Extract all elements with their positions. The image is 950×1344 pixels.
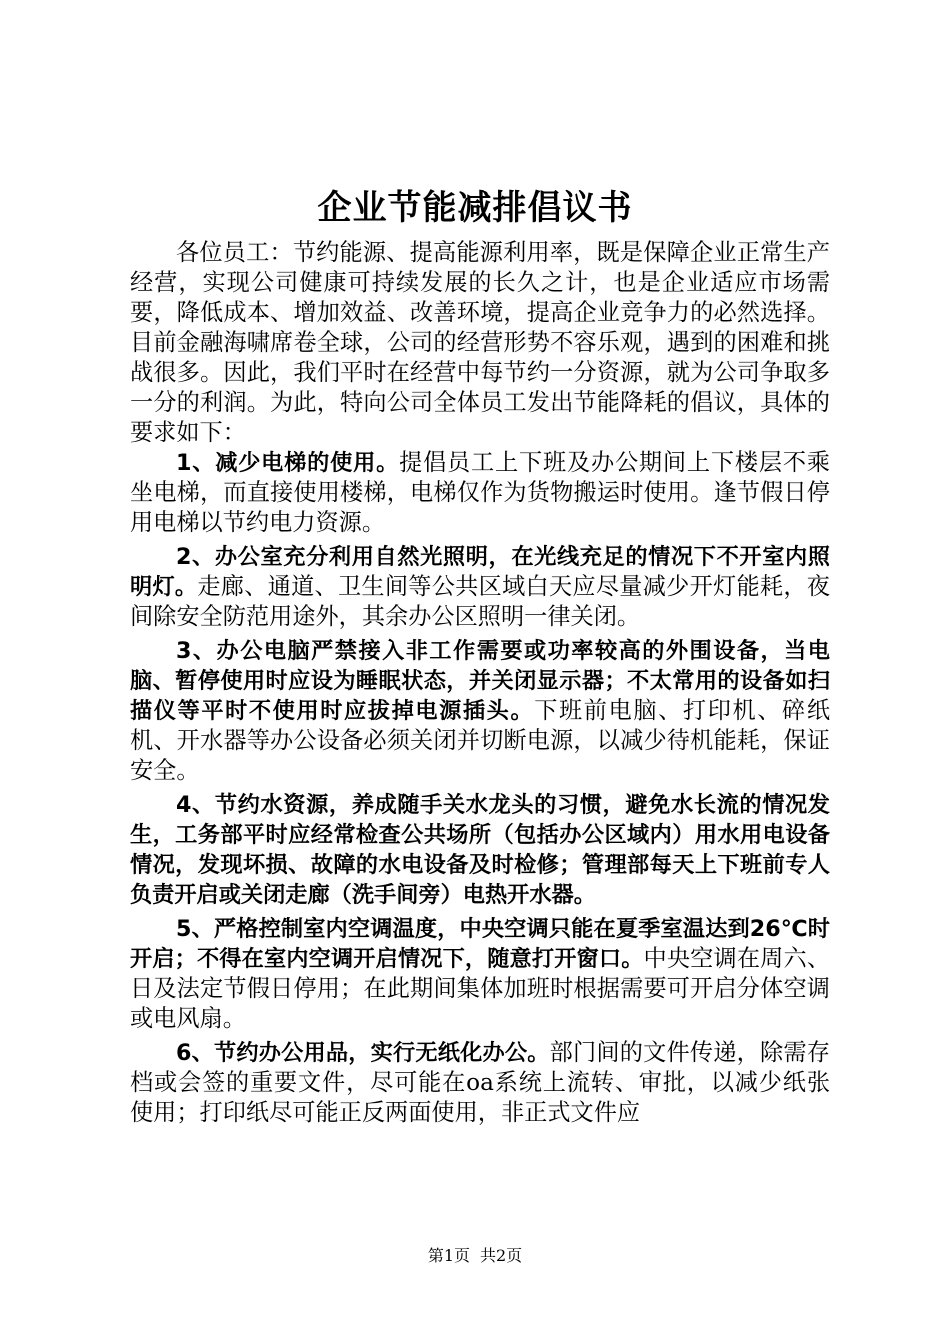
item-paragraph-3 <box>130 636 830 786</box>
item-paragraph-5 <box>130 914 830 1034</box>
document-title: 企业节能减排倡议书 <box>317 188 633 228</box>
item-6-heading: 6、节约办公用品，实行无纸化办公。 <box>176 1040 550 1066</box>
item-paragraph-2 <box>130 542 830 632</box>
page-footer <box>0 1246 950 1266</box>
item-paragraph-6 <box>130 1038 830 1128</box>
page-total: 共2页 <box>480 1246 523 1265</box>
page-number: 第1页 <box>427 1246 470 1265</box>
item-1-text: 提倡员工上下班及办公期间上下楼层不乘坐电梯，而直接使用楼梯，电梯仅作为货物搬运时使用。逢节假日停用电梯以节约电力资源。 <box>130 449 830 536</box>
item-2-heading: 2、办公室充分利用自然光照明，在光线充足的情况下不开室内照明灯。 <box>130 544 830 600</box>
item-2-text: 走廊、通道、卫生间等公共区域白天应尽量减少开灯能耗，夜间除安全防范用途外，其余办公区照明一律关闭。 <box>130 573 830 630</box>
item-3-heading: 3、办公电脑严禁接入非工作需要或功率较高的外围设备，当电脑、暂停使用时应设为睡眠状态，并关闭显示器；不太常用的设备如扫描仪等平时不使用时应拔掉电源插头。 <box>130 638 830 724</box>
item-3-text: 下班前电脑、打印机、碎纸机、开水器等办公设备必须关闭并切断电源，以减少待机能耗，保证安全。 <box>130 697 831 784</box>
item-5-text: 中央空调在周六、日及法定节假日停用；在此期间集体加班时根据需要可开启分体空调或电风扇。 <box>130 945 831 1032</box>
item-paragraph-1 <box>130 448 830 538</box>
item-6-text: 部门间的文件传递，除需存档或会签的重要文件，尽可能在oa系统上流转、审批，以减少纸张使用；打印纸尽可能正反两面使用，非正式文件应 <box>130 1039 830 1126</box>
document-body <box>130 238 830 1128</box>
item-1-heading: 1、减少电梯的使用。 <box>176 450 400 476</box>
item-4-heading: 4、节约水资源，养成随手关水龙头的习惯，避免水长流的情况发生，工务部平时应经常检查公共场所（包括办公区域内）用水用电设备情况，发现坏损、故障的水电设备及时检修；管理部每天上下班前专人负责开启或关闭走廊（洗手间旁）电热开水器。 <box>130 792 830 908</box>
item-paragraph-4 <box>130 790 830 910</box>
intro-paragraph: 各位员工：节约能源、提高能源利用率，既是保障企业正常生产经营，实现公司健康可持续发展的长久之计，也是企业适应市场需要，降低成本、增加效益、改善环境，提高企业竞争力的必然选择。目前金融海啸席卷全球，公司的经营形势不容乐观，遇到的困难和挑战很多。因此，我们平时在经营中每节约一分资源，就为公司争取多一分的利润。为此，特向公司全体员工发出节能降耗的倡议，具体的要求如下： <box>130 239 830 446</box>
item-5-heading: 5、严格控制室内空调温度，中央空调只能在夏季室温达到26℃时开启；不得在室内空调开启情况下，随意打开窗口。 <box>130 916 830 972</box>
